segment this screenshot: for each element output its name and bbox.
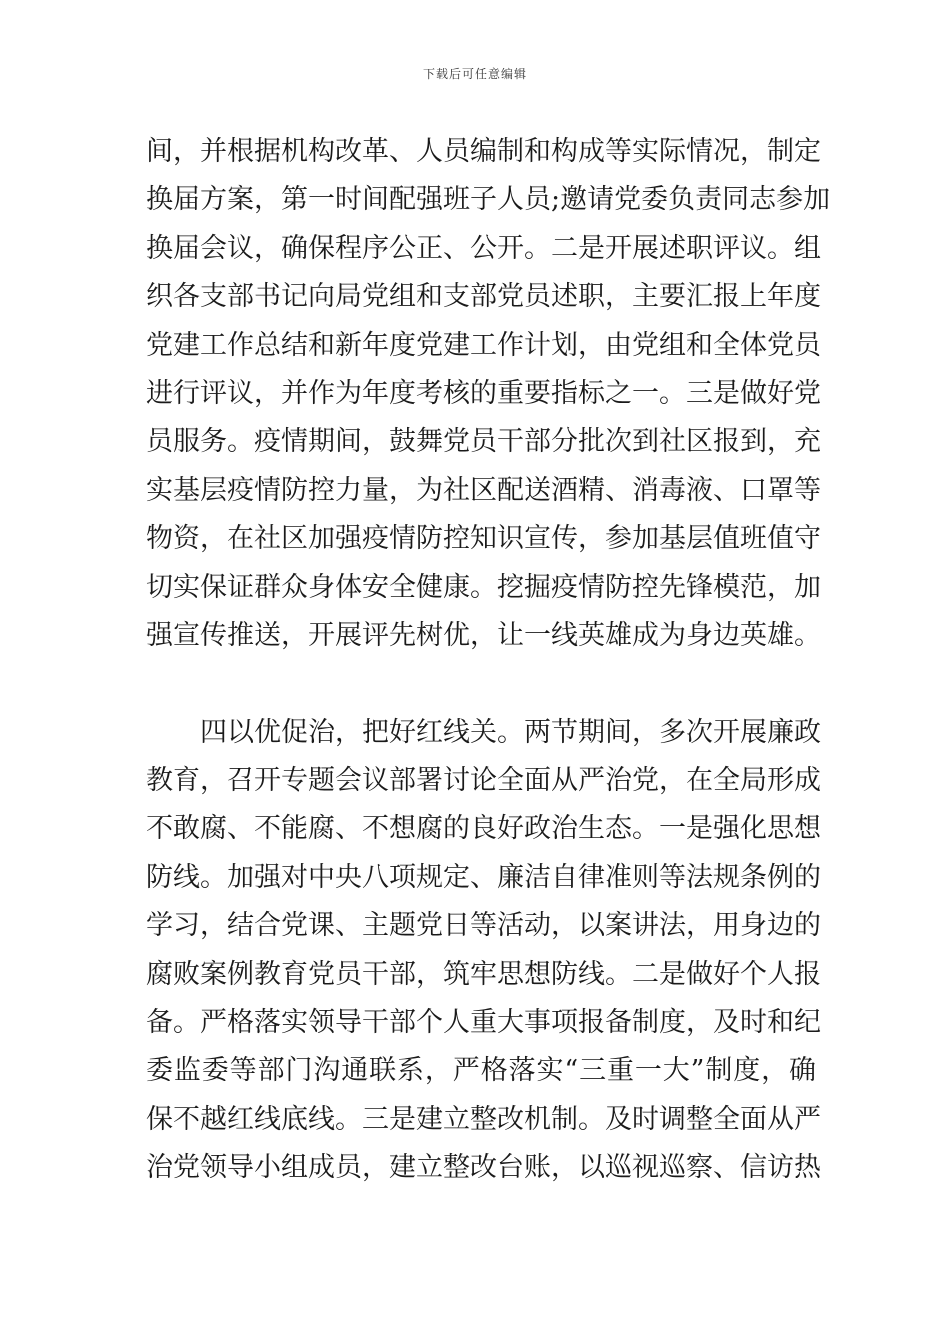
paragraph-1-line: 实基层疫情防控力量，为社区配送酒精、消毒液、口罩等 xyxy=(146,474,821,506)
paragraph-2-line: 腐败案例教育党员干部，筑牢思想防线。二是做好个人报 xyxy=(146,958,821,990)
paragraph-1-line: 切实保证群众身体安全健康。挖掘疫情防控先锋模范，加 xyxy=(146,571,821,603)
paragraph-2-line: 不敢腐、不能腐、不想腐的良好政治生态。一是强化思想 xyxy=(146,813,821,845)
paragraph-1-line: 换届会议，确保程序公正、公开。二是开展述职评议。组 xyxy=(146,232,821,264)
paragraph-2-line: 防线。加强对中央八项规定、廉洁自律准则等法规条例的 xyxy=(146,861,821,893)
paragraph-2-line: 备。严格落实领导干部个人重大事项报备制度，及时和纪 xyxy=(146,1007,821,1039)
paragraph-1-line: 物资，在社区加强疫情防控知识宣传，参加基层值班值守 xyxy=(146,523,821,555)
paragraph-1-line: 强宣传推送，开展评先树优，让一线英雄成为身边英雄。 xyxy=(146,619,821,651)
paragraph-2-line: 治党领导小组成员，建立整改台账，以巡视巡察、信访热 xyxy=(146,1152,821,1184)
paragraph-1-line: 党建工作总结和新年度党建工作计划，由党组和全体党员 xyxy=(146,329,821,361)
paragraph-2-line: 委监委等部门沟通联系，严格落实“三重一大”制度，确 xyxy=(146,1055,816,1087)
paragraph-1-line: 织各支部书记向局党组和支部党员述职，主要汇报上年度 xyxy=(146,281,821,313)
paragraph-spacer xyxy=(146,660,816,708)
paragraph-2-line: 学习，结合党课、主题党日等活动，以案讲法，用身边的 xyxy=(146,910,821,942)
paragraph-1-line: 进行评议，并作为年度考核的重要指标之一。三是做好党 xyxy=(146,377,821,409)
paragraph-2-line: 教育，召开专题会议部署讨论全面从严治党，在全局形成 xyxy=(146,765,821,797)
paragraph-1-line: 员服务。疫情期间，鼓舞党员干部分批次到社区报到，充 xyxy=(146,426,821,458)
paragraph-1-line: 换届方案，第一时间配强班子人员;邀请党委负责同志参加 xyxy=(146,184,831,216)
paragraph-1-line: 间，并根据机构改革、人员编制和构成等实际情况，制定 xyxy=(146,136,821,167)
document-body xyxy=(146,128,831,1193)
page-header: 下载后可任意编辑 xyxy=(422,67,527,81)
paragraph-2-line: 四以优促治，把好红线关。两节期间，多次开展廉政 xyxy=(200,716,821,748)
paragraph-2-line: 保不越红线底线。三是建立整改机制。及时调整全面从严 xyxy=(146,1103,821,1135)
